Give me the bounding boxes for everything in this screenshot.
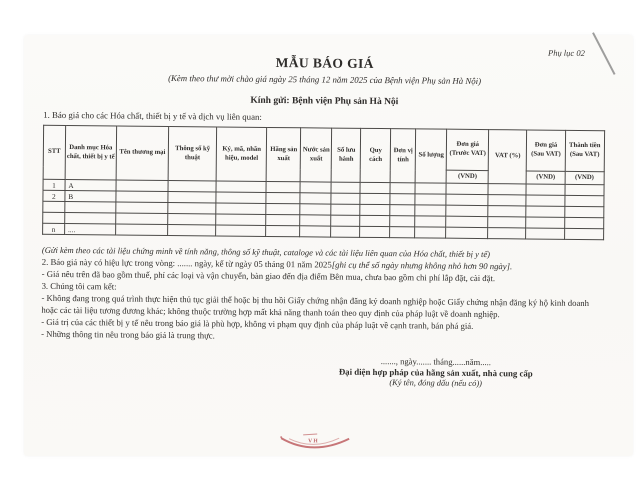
document-content [21,35,633,390]
table-cell [488,195,526,206]
table-cell [266,192,300,203]
signature-instruction: (Ký tên, đóng dấu (nếu có)) [389,378,482,389]
table-cell [526,228,564,239]
table-cell [488,217,526,228]
table-header-cell: Thông số kỹ thuật [168,127,217,181]
table-cell [446,194,488,205]
table-cell [526,206,564,217]
table-cell [216,225,266,236]
table-cell [116,213,168,225]
table-cell [168,181,216,192]
table-cell [390,194,415,205]
table-cell [415,227,446,238]
table-cell [168,225,216,236]
table-cell [266,181,300,192]
attachment-note: (Gửi kèm theo các tài liệu chứng minh về tính năng, thông số kỹ thuật, cataloge và các tài liệu liên quan của Hóa chất, thiết bị y tế) [41,244,491,260]
table-header-cell: Đơn vị tính [390,129,416,183]
table-header-cell: Đơn giá (Sau VAT) [527,130,566,171]
table-cell [300,215,331,226]
table-cell: B [65,191,116,202]
table-cell [65,213,116,224]
table-cell [331,215,360,226]
table-cell [488,184,526,195]
signature-date-line: ......., ngày....... tháng......năm..... [380,356,492,368]
signature-representative: Đại diện hợp pháp của hãng sản xuất, nhà cung cấp [338,366,533,379]
table-cell [360,182,390,193]
table-cell [446,216,488,227]
table-cell [331,193,360,204]
table-header-cell: STT [43,125,65,179]
red-stamp-arc [275,429,365,460]
table-header-cell: Số lưu hành [331,128,361,182]
table-cell: .... [64,224,115,235]
table-cell [360,204,390,215]
table-header-cell: Tên thương mại [116,126,169,180]
table-cell [116,224,168,236]
table-header-cell: Thành tiền (Sau VAT) [565,130,605,171]
table-cell: 2 [43,190,65,201]
table-cell [565,184,604,195]
table-cell [216,214,266,225]
signature-block [271,355,601,389]
table-cell [216,181,266,192]
table-cell [526,217,564,228]
document-subtitle: (Kèm theo thư mời chào giá ngày 25 tháng 12 năm 2025 của Bệnh viện Phụ sản Hà Nội) [168,73,482,87]
table-cell [300,193,331,204]
table-cell: A [65,180,116,191]
table-cell [415,205,446,216]
scanned-document-page [24,35,633,456]
table-header-cell: Số lượng [416,129,447,183]
table-header-cell: VAT (%) [488,130,527,184]
table-header-cell: Hãng sản xuất [266,127,301,181]
table-cell [266,214,300,225]
table-cell [488,206,526,217]
table-cell: n [43,223,65,234]
table-cell [390,216,415,227]
table-cell [266,225,300,236]
table-cell [446,227,488,238]
document-title: MẪU BÁO GIÁ [275,55,374,71]
quotation-table [42,125,605,240]
commitment-item: - Những thông tin nêu trong báo giá là trung thực. [41,328,215,341]
table-cell [116,202,168,214]
table-cell [116,180,168,192]
table-cell [266,203,300,214]
table-cell [415,216,446,227]
table-cell [526,195,564,206]
table-cell [216,192,266,203]
commitment-item: - Không đang trong quá trình thực hiện thủ tục giải thể hoặc bị thu hồi Giấy chứng nhận đăng ký doanh nghiệp hoặc Giấy chứng nhận đăng ký hộ kinh doanh hoặc các tài liệu tương đương khác; không thuộc trường hợp mất khả năng thanh toán theo quy định của pháp luật về doanh nghiệp. [41,292,590,320]
section-1-heading: 1. Báo giá cho các Hóa chất, thiết bị y tế và dịch vụ liên quan: [43,109,262,122]
appendix-label: Phụ lục 02 [547,47,585,59]
table-cell [331,204,360,215]
commitment-heading: 3. Chúng tôi cam kết: [41,280,117,292]
table-cell [564,206,603,217]
table-cell [526,184,564,195]
scan-content [20,35,633,462]
table-header-cell: Quy cách [361,128,391,182]
table-header-cell: Ký, mã, nhãn hiệu, model [216,127,266,181]
stamp-text: V H [308,438,318,445]
table-cell [360,226,390,237]
table-cell [43,201,65,212]
table-cell [116,191,168,203]
table-cell [300,226,331,237]
validity-text: 2. Báo giá này có hiệu lực trong vòng: ....... ngày, kể từ ngày 05 tháng 01 năm 2025 [41,256,332,270]
table-cell [564,228,603,239]
table-cell [390,227,415,238]
table-cell [390,205,415,216]
table-header-cell: Danh mục Hóa chất, thiết bị y tế [65,126,117,180]
table-header-cell: Đơn giá (Trước VAT) [447,129,489,170]
table-cell [415,183,446,194]
table-header-subcell-vnd: (VND) [527,171,565,184]
table-cell [300,204,331,215]
table-cell [565,195,604,206]
table-header-subcell-vnd: (VND) [446,170,488,183]
recipient-line: Kính gửi: Bệnh viện Phụ sản Hà Nội [250,95,399,108]
table-cell [446,205,488,216]
table-cell [446,183,488,194]
table-cell [168,214,216,225]
table-cell: 1 [43,179,65,190]
table-cell [564,217,603,228]
table-cell [331,182,360,193]
table-cell [415,194,446,205]
commitment-item: - Giá trị của các thiết bị y tế nêu trong báo giá là phù hợp, không vi phạm quy định của pháp luật về cạnh tranh, bán phá giá. [41,316,474,331]
table-cell [488,228,526,239]
table-cell [168,203,216,214]
validity-italic-note: [ghi cụ thể số ngày nhưng không nhỏ hơn 90 ngày]. [331,259,513,272]
table-header-cell: Nước sản xuất [301,128,332,182]
table-cell [300,182,331,193]
table-cell [43,212,65,223]
table-cell [331,226,360,237]
table-header-subcell-vnd: (VND) [565,171,604,184]
table-cell [216,203,266,214]
table-cell [168,192,216,203]
table-cell [360,193,390,204]
table-cell [65,202,116,213]
price-note-line: - Giá nêu trên đã bao gồm thuế, phí các loại và vận chuyển, bàn giao đến địa điểm Bên mua, chưa bao gồm chi phí lắp đặt, cài đặt. [41,268,496,284]
table-cell [390,183,415,194]
table-cell [360,215,390,226]
